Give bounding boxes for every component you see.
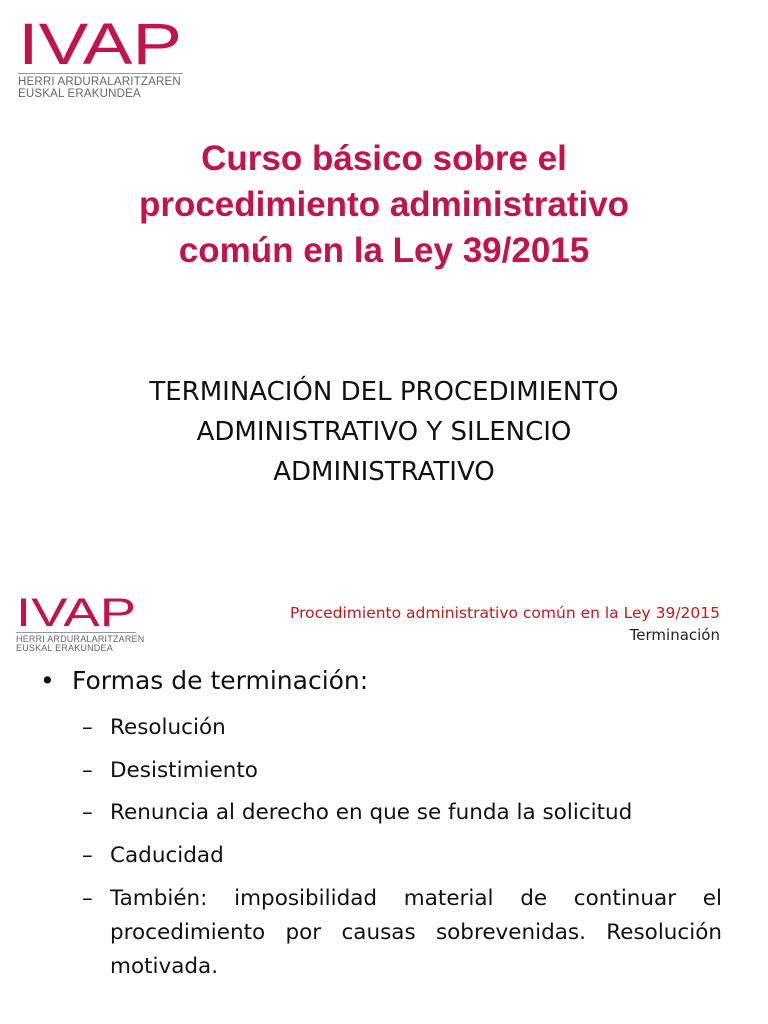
list-item (82, 882, 722, 984)
dash-icon: – (82, 886, 93, 911)
list-item (82, 755, 722, 787)
logo-divider (18, 73, 183, 74)
slide-title-line: Curso básico sobre el (201, 139, 567, 178)
list-item-text: Desistimiento (110, 757, 258, 783)
slide-subtitle (60, 372, 708, 492)
header-subtitle: Terminación (629, 626, 720, 644)
termination-list (82, 712, 722, 995)
svg-text:IVAP: IVAP (18, 18, 182, 70)
logo-line-1: HERRI ARDURALARITZAREN (16, 634, 145, 644)
bullet-dot-icon: • (40, 666, 55, 695)
list-item (82, 797, 722, 829)
dash-icon: – (82, 842, 93, 868)
ivap-wordmark-icon (16, 594, 138, 630)
svg-text:IVAP: IVAP (16, 594, 136, 630)
slide-title-line: común en la Ley 39/2015 (178, 231, 590, 270)
list-item-text: También: imposibilidad material de continuar el procedimiento por causas sobrevenidas. Resolución motivada. (110, 886, 722, 979)
header-title: Procedimiento administrativo común en la Ley 39/2015 (290, 604, 720, 622)
dash-icon: – (82, 800, 93, 825)
list-item (82, 840, 722, 872)
slide-subtitle-line: TERMINACIÓN DEL PROCEDIMIENTO (149, 377, 619, 407)
ivap-logo-small (16, 594, 144, 654)
logo-line-2: EUSKAL ERAKUNDEA (18, 88, 141, 101)
slide-subtitle-line: ADMINISTRATIVO (273, 457, 495, 487)
slide-title-line: procedimiento administrativo (138, 185, 630, 224)
dash-icon: – (82, 757, 93, 783)
list-item-text: Renuncia al derecho en que se funda la solicitud (110, 800, 633, 825)
dash-icon: – (82, 715, 93, 740)
slide-subtitle-line: ADMINISTRATIVO Y SILENCIO (196, 417, 572, 447)
slide-title (40, 136, 728, 274)
slide-header (290, 602, 720, 646)
ivap-logo (18, 18, 184, 100)
list-item-text: Caducidad (110, 842, 224, 868)
bullet-text: Formas de terminación: (72, 666, 369, 695)
logo-divider (16, 632, 136, 633)
logo-line-2: EUSKAL ERAKUNDEA (16, 643, 113, 654)
ivap-wordmark-icon (18, 18, 184, 70)
logo-line-1: HERRI ARDURALARITZAREN (18, 76, 181, 88)
bullet-heading (40, 666, 368, 695)
list-item-text: Resolución (110, 715, 226, 740)
list-item (82, 712, 722, 744)
